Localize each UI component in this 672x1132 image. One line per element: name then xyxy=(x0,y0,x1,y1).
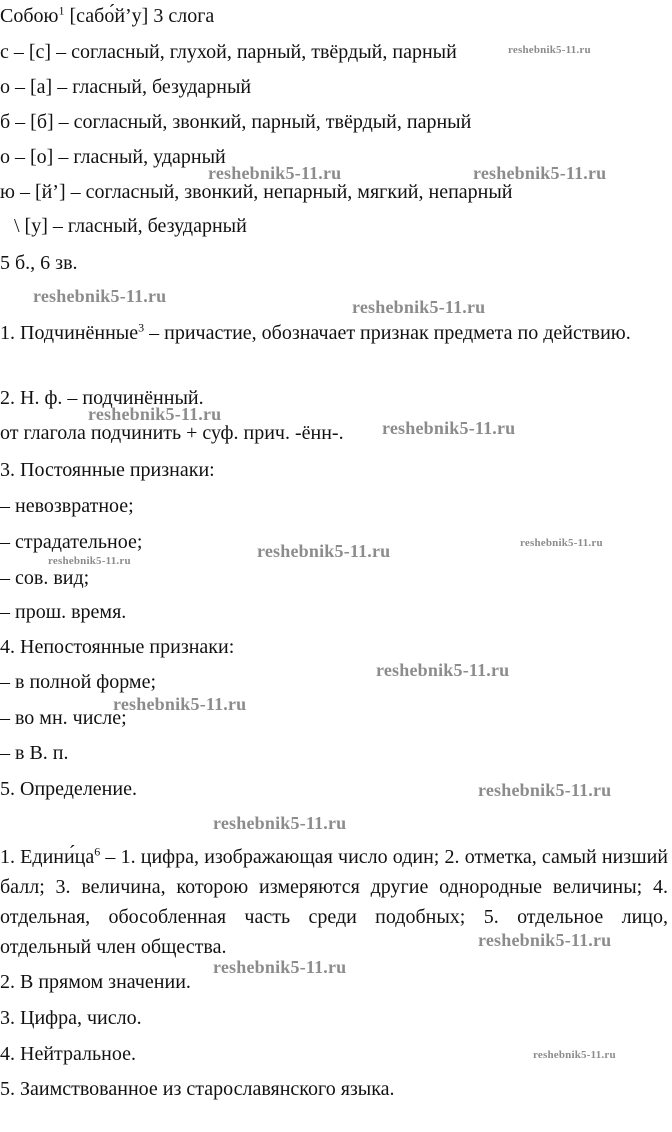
phonetic-header xyxy=(0,4,214,28)
watermark: reshebnik5-11.ru xyxy=(352,297,486,317)
morphology-line: от глагола подчинить + суф. прич. -ённ-. xyxy=(0,422,344,444)
watermark: reshebnik5-11.ru xyxy=(533,1049,616,1061)
lexical-line: 3. Цифра, число. xyxy=(0,1007,142,1029)
lexical-word: 1. Едини́ца xyxy=(0,846,95,868)
watermark: reshebnik5-11.ru xyxy=(376,660,510,680)
watermark: reshebnik5-11.ru xyxy=(478,930,612,950)
phonetic-summary: 5 б., 6 зв. xyxy=(0,252,78,274)
morphology-line: – в В. п. xyxy=(0,742,69,764)
sound-row: б – [б] – согласный, звонкий, парный, твёрдый, парный xyxy=(0,111,472,133)
morphology-line: – прош. время. xyxy=(0,601,127,623)
sound-row: ю – [й’] – согласный, звонкий, непарный, мягкий, непарный xyxy=(0,181,513,203)
morphology-line: – страдательное; xyxy=(0,531,143,553)
watermark: reshebnik5-11.ru xyxy=(473,163,607,183)
sound-row: о – [а] – гласный, безударный xyxy=(0,76,252,98)
stressed-vowel: о́ xyxy=(104,5,115,27)
morphology-line: – во мн. числе; xyxy=(0,707,127,729)
watermark: reshebnik5-11.ru xyxy=(208,163,342,183)
lexical-line: 5. Заимствованное из старославянского языка. xyxy=(0,1078,395,1100)
morphology-first-line xyxy=(0,318,668,348)
transcription-rest: й’у] 3 слога xyxy=(114,5,215,27)
watermark: reshebnik5-11.ru xyxy=(257,541,391,561)
watermark: reshebnik5-11.ru xyxy=(382,418,516,438)
transcription: [саб xyxy=(69,5,105,27)
morphology-line: 4. Непостоянные признаки: xyxy=(0,636,235,658)
lexical-definition: – 1. цифра, изображающая число один; 2. отметка, самый низший балл; 3. величина, которою измеряются другие однородные величины; 4. отдельная, обособленная часть среди подобных; 5. отдельное лицо, отдельный член общества. xyxy=(0,846,668,958)
phonetic-word: Собою xyxy=(0,5,59,27)
watermark: reshebnik5-11.ru xyxy=(478,780,612,800)
watermark: reshebnik5-11.ru xyxy=(48,555,131,567)
watermark: reshebnik5-11.ru xyxy=(213,957,347,977)
morphology-line: – в полной форме; xyxy=(0,671,157,693)
lexical-line: 4. Нейтральное. xyxy=(0,1043,136,1065)
footnote-mark: 6 xyxy=(94,844,101,859)
watermark: reshebnik5-11.ru xyxy=(113,694,247,714)
morphology-line: 2. Н. ф. – подчинённый. xyxy=(0,387,204,409)
watermark: reshebnik5-11.ru xyxy=(508,44,591,56)
morphology-line: 5. Определение. xyxy=(0,778,137,800)
morphology-definition: – причастие, обозначает признак предмета по действию. xyxy=(144,322,631,344)
morphology-line: – сов. вид; xyxy=(0,567,90,589)
lexical-first-line xyxy=(0,842,668,962)
sound-row: о – [о] – гласный, ударный xyxy=(0,146,226,168)
lexical-line: 2. В прямом значении. xyxy=(0,971,191,993)
sound-row: \ [у] – гласный, безударный xyxy=(14,215,247,237)
morphology-line: – невозвратное; xyxy=(0,495,134,517)
morphology-line: 3. Постоянные признаки: xyxy=(0,459,215,481)
footnote-mark: 3 xyxy=(138,320,145,335)
morphology-word: 1. Подчинённые xyxy=(0,322,139,344)
watermark: reshebnik5-11.ru xyxy=(520,537,603,549)
sound-row: с – [с] – согласный, глухой, парный, твёрдый, парный xyxy=(0,41,457,63)
footnote-mark: 1 xyxy=(58,3,65,18)
watermark: reshebnik5-11.ru xyxy=(88,404,222,424)
watermark: reshebnik5-11.ru xyxy=(213,813,347,833)
watermark: reshebnik5-11.ru xyxy=(33,286,167,306)
